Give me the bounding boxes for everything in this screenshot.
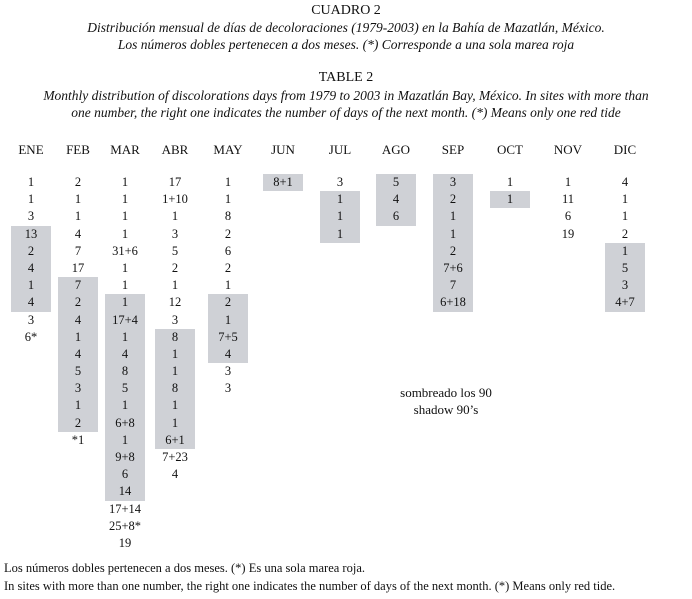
day-count-cell: 6 xyxy=(224,243,232,258)
day-count-cell-shaded: 1 xyxy=(320,226,360,243)
month-column-dic xyxy=(605,140,645,310)
month-column-oct xyxy=(490,140,530,207)
day-count-cell-shaded: 8+1 xyxy=(263,174,303,191)
day-count-cell-shaded: 8 xyxy=(155,380,195,397)
day-count-cell: 1 xyxy=(27,192,35,207)
day-count-cell-shaded: 1 xyxy=(605,243,645,260)
month-column-ene xyxy=(11,140,51,344)
day-count-cell-shaded: 1 xyxy=(105,397,145,414)
day-count-cell: 1 xyxy=(171,209,179,224)
day-count-cell: 1 xyxy=(224,192,232,207)
day-count-cell-shaded: 6+1 xyxy=(155,432,195,449)
day-count-cell-shaded: 4+7 xyxy=(605,294,645,311)
day-count-cell-shaded: 8 xyxy=(105,363,145,380)
day-count-cell-shaded: 1 xyxy=(155,363,195,380)
day-count-cell: 7+23 xyxy=(162,450,188,464)
day-count-cell: 2 xyxy=(621,226,629,241)
day-count-cell-shaded: 3 xyxy=(605,277,645,294)
month-cells xyxy=(263,174,303,191)
day-count-cell-shaded: 7+6 xyxy=(433,260,473,277)
day-count-cell: 1 xyxy=(171,278,179,293)
day-count-cell: 12 xyxy=(168,295,182,310)
day-count-cell: 2 xyxy=(171,260,179,275)
month-cells xyxy=(105,174,145,552)
shade-note-en: shadow 90’s xyxy=(413,402,479,417)
day-count-cell: 3 xyxy=(27,209,35,224)
day-count-cell-shaded: 8 xyxy=(155,329,195,346)
day-count-cell-shaded: 3 xyxy=(433,174,473,191)
day-count-cell-shaded: 2 xyxy=(433,243,473,260)
day-count-cell-shaded: 1 xyxy=(320,191,360,208)
day-count-cell: 1 xyxy=(121,209,129,224)
day-count-cell: 3 xyxy=(224,381,232,396)
day-count-cell: 1 xyxy=(121,175,129,189)
day-count-cell: 3 xyxy=(171,226,179,241)
day-count-cell: 8 xyxy=(224,209,232,224)
day-count-cell-shaded: 5 xyxy=(105,380,145,397)
month-header: NOV xyxy=(553,142,583,157)
month-cells xyxy=(433,174,473,312)
day-count-cell: 3 xyxy=(336,175,344,189)
month-cells xyxy=(11,174,51,346)
month-header: AGO xyxy=(381,142,411,157)
day-count-cell: *1 xyxy=(71,432,85,447)
day-count-cell-shaded: 7+5 xyxy=(208,329,248,346)
day-count-cell: 17 xyxy=(71,260,85,275)
month-column-mar xyxy=(105,140,145,550)
month-column-nov xyxy=(548,140,588,241)
footer-es: Los números dobles pertenecen a dos meses. (*) Es una sola marea roja. xyxy=(4,561,365,575)
month-header: ENE xyxy=(18,142,44,157)
day-count-cell: 2 xyxy=(224,226,232,241)
month-header: MAY xyxy=(213,142,243,157)
shade-note-es: sombreado los 90 xyxy=(400,385,492,400)
day-count-cell-shaded: 1 xyxy=(58,329,98,346)
day-count-cell-shaded: 1 xyxy=(208,312,248,329)
day-count-cell: 2 xyxy=(74,175,82,189)
month-header: ABR xyxy=(161,142,189,157)
day-count-cell: 4 xyxy=(621,175,629,189)
day-count-cell: 3 xyxy=(171,312,179,327)
day-count-cell-shaded: 1 xyxy=(155,397,195,414)
month-header: JUN xyxy=(271,142,295,157)
month-column-may xyxy=(208,140,248,396)
day-count-cell-shaded: 1 xyxy=(155,415,195,432)
es-caption-line-2: Los números dobles pertenecen a dos meses. (*) Corresponde a una sola marea roja xyxy=(117,37,575,52)
day-count-cell-shaded: 1 xyxy=(58,397,98,414)
day-count-cell: 4 xyxy=(171,467,179,482)
month-cells xyxy=(376,174,416,226)
day-count-cell: 6* xyxy=(24,329,38,344)
day-count-cell-shaded: 4 xyxy=(11,260,51,277)
day-count-cell: 1 xyxy=(121,192,129,207)
day-count-cell: 19 xyxy=(561,226,575,241)
month-header: FEB xyxy=(66,142,90,157)
day-count-cell-shaded: 1 xyxy=(433,208,473,225)
month-header: SEP xyxy=(441,142,465,157)
day-count-cell: 17+14 xyxy=(108,501,142,516)
day-count-cell-shaded: 3 xyxy=(58,380,98,397)
month-column-feb xyxy=(58,140,98,447)
month-cells xyxy=(490,174,530,208)
es-title: CUADRO 2 xyxy=(311,3,381,18)
day-count-cell-shaded: 4 xyxy=(58,346,98,363)
day-count-cell: 2 xyxy=(224,260,232,275)
day-count-cell: 6 xyxy=(564,209,572,224)
day-count-cell-shaded: 5 xyxy=(376,174,416,191)
day-count-cell-shaded: 5 xyxy=(58,363,98,380)
month-cells xyxy=(155,174,195,483)
day-count-cell: 11 xyxy=(561,192,575,207)
day-count-cell: 17 xyxy=(168,175,182,189)
day-count-cell-shaded: 6+18 xyxy=(433,294,473,311)
en-title: TABLE 2 xyxy=(318,70,374,85)
day-count-cell: 1 xyxy=(74,192,82,207)
month-header: DIC xyxy=(613,142,637,157)
day-count-cell-shaded: 4 xyxy=(58,312,98,329)
month-column-ago xyxy=(376,140,416,224)
en-caption-line-1: Monthly distribution of discolorations days from 1979 to 2003 in Mazatlán Bay, México. In sites with more than xyxy=(43,88,649,103)
day-count-cell: 1 xyxy=(121,278,129,293)
day-count-cell-shaded: 1 xyxy=(320,208,360,225)
day-count-cell: 3 xyxy=(224,364,232,379)
en-caption-line-2: one number, the right one indicates the number of days of the next month. (*) Means only one red tide xyxy=(71,105,621,120)
day-count-cell-shaded: 14 xyxy=(105,483,145,500)
day-count-cell-shaded: 1 xyxy=(105,294,145,311)
day-count-cell-shaded: 5 xyxy=(605,260,645,277)
day-count-cell: 4 xyxy=(74,226,82,241)
day-count-cell-shaded: 2 xyxy=(11,243,51,260)
month-header: OCT xyxy=(497,142,523,157)
day-count-cell: 31+6 xyxy=(112,243,138,258)
day-count-cell: 19 xyxy=(118,535,132,550)
day-count-cell-shaded: 2 xyxy=(58,294,98,311)
footer-en: In sites with more than one number, the right one indicates the number of days of the next month. (*) Means only red tide. xyxy=(4,579,616,593)
day-count-cell: 1 xyxy=(74,209,82,224)
day-count-cell: 1 xyxy=(121,260,129,275)
day-count-cell: 1 xyxy=(621,209,629,224)
day-count-cell: 3 xyxy=(27,312,35,327)
day-count-cell-shaded: 7 xyxy=(58,277,98,294)
es-caption-line-1: Distribución mensual de días de decoloraciones (1979-2003) en la Bahía de Mazatlán, México. xyxy=(87,20,605,35)
day-count-cell: 1 xyxy=(564,175,572,189)
day-count-cell-shaded: 1 xyxy=(105,432,145,449)
month-cells xyxy=(208,174,248,397)
day-count-cell-shaded: 4 xyxy=(208,346,248,363)
day-count-cell-shaded: 4 xyxy=(105,346,145,363)
day-count-cell-shaded: 6 xyxy=(105,466,145,483)
day-count-cell: 1 xyxy=(121,226,129,241)
day-count-cell-shaded: 1 xyxy=(105,329,145,346)
month-column-abr xyxy=(155,140,195,482)
month-header: MAR xyxy=(110,142,140,157)
day-count-cell-shaded: 6 xyxy=(376,208,416,225)
month-cells xyxy=(320,174,360,243)
day-count-cell-shaded: 2 xyxy=(433,191,473,208)
day-count-cell-shaded: 9+8 xyxy=(105,449,145,466)
day-count-cell-shaded: 6+8 xyxy=(105,415,145,432)
day-count-cell-shaded: 2 xyxy=(58,415,98,432)
day-count-cell-shaded: 1 xyxy=(490,191,530,208)
month-cells xyxy=(548,174,588,243)
month-header: JUL xyxy=(328,142,352,157)
day-count-cell-shaded: 2 xyxy=(208,294,248,311)
day-count-cell-shaded: 4 xyxy=(376,191,416,208)
day-count-cell: 1+10 xyxy=(162,192,188,207)
month-cells xyxy=(58,174,98,449)
month-column-jun xyxy=(263,140,303,189)
month-column-jul xyxy=(320,140,360,241)
day-count-cell: 1 xyxy=(224,175,232,189)
day-count-cell-shaded: 1 xyxy=(11,277,51,294)
day-count-cell: 1 xyxy=(27,175,35,189)
day-count-cell-shaded: 1 xyxy=(155,346,195,363)
day-count-cell-shaded: 1 xyxy=(433,226,473,243)
month-column-sep xyxy=(433,140,473,310)
day-count-cell: 1 xyxy=(506,175,514,189)
day-count-cell-shaded: 13 xyxy=(11,226,51,243)
day-count-cell-shaded: 7 xyxy=(433,277,473,294)
day-count-cell-shaded: 17+4 xyxy=(105,312,145,329)
day-count-cell: 1 xyxy=(224,278,232,293)
day-count-cell: 7 xyxy=(74,243,82,258)
month-cells xyxy=(605,174,645,312)
day-count-cell: 5 xyxy=(171,243,179,258)
day-count-cell: 1 xyxy=(621,192,629,207)
day-count-cell: 25+8* xyxy=(108,518,142,533)
day-count-cell-shaded: 4 xyxy=(11,294,51,311)
